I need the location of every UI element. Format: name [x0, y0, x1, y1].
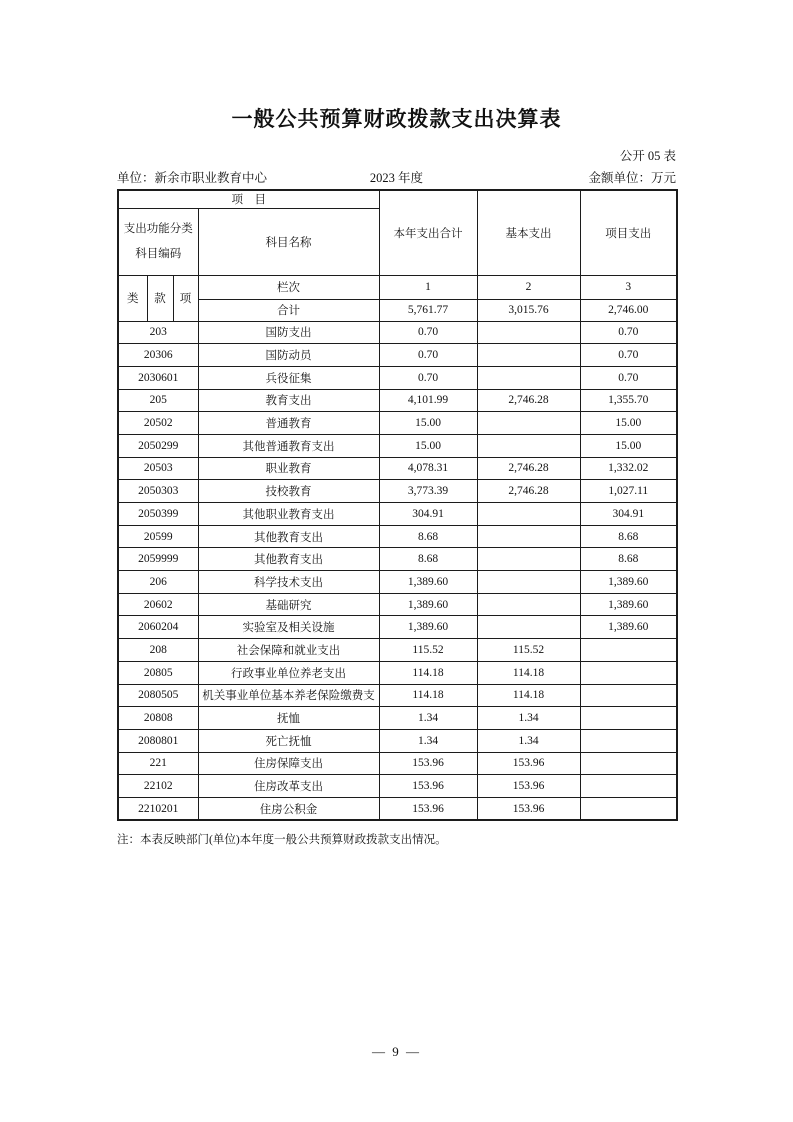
row-basic: 153.96 — [477, 797, 580, 820]
table-row — [118, 434, 677, 457]
header-code-item: 项 — [173, 275, 198, 321]
row-name: 抚恤 — [198, 707, 379, 730]
row-project — [580, 707, 677, 730]
table-row — [118, 684, 677, 707]
row-basic — [477, 321, 580, 344]
row-name: 教育支出 — [198, 389, 379, 412]
page-title: 一般公共预算财政拨款支出决算表 — [231, 108, 562, 131]
unit-label: 单位：新余市职业教育中心 — [117, 171, 268, 185]
row-code: 22102 — [118, 775, 198, 798]
row-name: 国防动员 — [198, 344, 379, 367]
row-code: 20503 — [118, 457, 198, 480]
row-basic — [477, 616, 580, 639]
totals-row-label: 合计 — [198, 299, 379, 321]
row-basic: 1.34 — [477, 729, 580, 752]
header-func-class — [118, 208, 198, 275]
row-name: 住房改革支出 — [198, 775, 379, 798]
header-code-section: 款 — [147, 275, 173, 321]
row-project: 0.70 — [580, 321, 677, 344]
row-name: 兵役征集 — [198, 366, 379, 389]
row-code: 2080801 — [118, 729, 198, 752]
row-total: 1,389.60 — [379, 593, 477, 616]
header-col-index-3: 3 — [580, 275, 677, 299]
row-name: 职业教育 — [198, 457, 379, 480]
row-total: 1,389.60 — [379, 571, 477, 594]
header-col-index-1: 1 — [379, 275, 477, 299]
row-code: 208 — [118, 639, 198, 662]
row-basic — [477, 548, 580, 571]
row-code: 2059999 — [118, 548, 198, 571]
row-name: 技校教育 — [198, 480, 379, 503]
row-project: 0.70 — [580, 366, 677, 389]
row-total: 304.91 — [379, 503, 477, 526]
table-row — [118, 344, 677, 367]
table-row — [118, 366, 677, 389]
row-basic — [477, 525, 580, 548]
row-project: 15.00 — [580, 412, 677, 435]
table-row — [118, 412, 677, 435]
table-row — [118, 525, 677, 548]
row-code: 2050303 — [118, 480, 198, 503]
row-code: 20808 — [118, 707, 198, 730]
row-basic: 114.18 — [477, 684, 580, 707]
row-code: 2060204 — [118, 616, 198, 639]
row-basic: 153.96 — [477, 775, 580, 798]
row-project: 15.00 — [580, 434, 677, 457]
table-note: 注：本表反映部门(单位)本年度一般公共预算财政拨款支出情况。 — [117, 834, 447, 846]
table-row — [118, 593, 677, 616]
row-total: 153.96 — [379, 752, 477, 775]
row-basic: 115.52 — [477, 639, 580, 662]
row-code: 205 — [118, 389, 198, 412]
row-basic: 1.34 — [477, 707, 580, 730]
row-code: 20602 — [118, 593, 198, 616]
row-total: 0.70 — [379, 321, 477, 344]
row-code: 2080505 — [118, 684, 198, 707]
header-col-basic: 基本支出 — [477, 190, 580, 275]
table-row — [118, 321, 677, 344]
row-project: 8.68 — [580, 548, 677, 571]
row-total: 114.18 — [379, 684, 477, 707]
row-project — [580, 661, 677, 684]
header-col-total: 本年支出合计 — [379, 190, 477, 275]
row-name: 其他普通教育支出 — [198, 434, 379, 457]
header-col-project: 项目支出 — [580, 190, 677, 275]
row-total: 153.96 — [379, 775, 477, 798]
table-row — [118, 503, 677, 526]
table-row — [118, 571, 677, 594]
row-basic — [477, 412, 580, 435]
header-row-index — [118, 275, 677, 299]
totals-total: 5,761.77 — [379, 299, 477, 321]
row-name: 基础研究 — [198, 593, 379, 616]
totals-row — [118, 299, 677, 321]
row-project: 1,389.60 — [580, 593, 677, 616]
table-row — [118, 752, 677, 775]
row-code: 2050399 — [118, 503, 198, 526]
row-total: 8.68 — [379, 525, 477, 548]
row-total: 8.68 — [379, 548, 477, 571]
row-total: 1.34 — [379, 729, 477, 752]
row-name: 其他教育支出 — [198, 525, 379, 548]
row-total: 114.18 — [379, 661, 477, 684]
row-project — [580, 639, 677, 662]
row-code: 20599 — [118, 525, 198, 548]
meta-row — [117, 168, 676, 186]
table-row — [118, 389, 677, 412]
header-project-group: 项 目 — [118, 190, 379, 208]
row-project — [580, 797, 677, 820]
row-project: 304.91 — [580, 503, 677, 526]
table-header — [118, 190, 677, 321]
row-total: 1.34 — [379, 707, 477, 730]
row-code: 2030601 — [118, 366, 198, 389]
row-name: 实验室及相关设施 — [198, 616, 379, 639]
row-code: 20805 — [118, 661, 198, 684]
table-row — [118, 775, 677, 798]
header-subject-name: 科目名称 — [198, 208, 379, 275]
row-total: 15.00 — [379, 434, 477, 457]
row-total: 4,101.99 — [379, 389, 477, 412]
row-total: 115.52 — [379, 639, 477, 662]
row-basic — [477, 593, 580, 616]
budget-table — [117, 189, 678, 821]
totals-basic: 3,015.76 — [477, 299, 580, 321]
row-project — [580, 684, 677, 707]
table-row — [118, 729, 677, 752]
header-row-project — [118, 190, 677, 208]
header-func-class-line1: 支出功能分类 — [123, 223, 193, 236]
header-func-class-line2: 科目编码 — [135, 247, 182, 260]
row-total: 1,389.60 — [379, 616, 477, 639]
table-row — [118, 480, 677, 503]
row-code: 203 — [118, 321, 198, 344]
row-basic: 114.18 — [477, 661, 580, 684]
row-basic — [477, 571, 580, 594]
row-name: 其他教育支出 — [198, 548, 379, 571]
row-name: 机关事业单位基本养老保险缴费支 — [198, 684, 379, 707]
row-basic: 2,746.28 — [477, 457, 580, 480]
table-row — [118, 661, 677, 684]
row-name: 行政事业单位养老支出 — [198, 661, 379, 684]
table-row — [118, 548, 677, 571]
row-basic — [477, 366, 580, 389]
table-row — [118, 797, 677, 820]
row-name: 住房公积金 — [198, 797, 379, 820]
page-number: — 9 — — [372, 1044, 421, 1059]
row-name: 社会保障和就业支出 — [198, 639, 379, 662]
table-body — [118, 321, 677, 820]
row-basic — [477, 434, 580, 457]
header-col-index-2: 2 — [477, 275, 580, 299]
row-name: 国防支出 — [198, 321, 379, 344]
amount-unit-label: 金额单位：万元 — [588, 171, 676, 185]
table-row — [118, 639, 677, 662]
row-basic — [477, 503, 580, 526]
row-project: 1,355.70 — [580, 389, 677, 412]
row-name: 科学技术支出 — [198, 571, 379, 594]
row-basic: 2,746.28 — [477, 389, 580, 412]
row-project — [580, 729, 677, 752]
table-row — [118, 616, 677, 639]
table-code-label: 公开 05 表 — [619, 149, 676, 163]
row-basic: 2,746.28 — [477, 480, 580, 503]
row-project: 8.68 — [580, 525, 677, 548]
header-code-class: 类 — [118, 275, 147, 321]
row-basic — [477, 344, 580, 367]
row-name: 普通教育 — [198, 412, 379, 435]
row-code: 221 — [118, 752, 198, 775]
row-name: 死亡抚恤 — [198, 729, 379, 752]
row-name: 住房保障支出 — [198, 752, 379, 775]
table-row — [118, 707, 677, 730]
year-label: 2023 年度 — [369, 171, 424, 185]
row-code: 20502 — [118, 412, 198, 435]
row-project: 1,389.60 — [580, 571, 677, 594]
row-project: 1,027.11 — [580, 480, 677, 503]
row-project: 0.70 — [580, 344, 677, 367]
row-code: 2210201 — [118, 797, 198, 820]
row-basic: 153.96 — [477, 752, 580, 775]
row-total: 15.00 — [379, 412, 477, 435]
row-code: 20306 — [118, 344, 198, 367]
row-total: 153.96 — [379, 797, 477, 820]
table-row — [118, 457, 677, 480]
row-code: 2050299 — [118, 434, 198, 457]
row-name: 其他职业教育支出 — [198, 503, 379, 526]
totals-project: 2,746.00 — [580, 299, 677, 321]
row-project — [580, 752, 677, 775]
row-total: 0.70 — [379, 344, 477, 367]
header-column-index-label: 栏次 — [198, 275, 379, 299]
row-code: 206 — [118, 571, 198, 594]
row-total: 0.70 — [379, 366, 477, 389]
row-project: 1,389.60 — [580, 616, 677, 639]
row-total: 3,773.39 — [379, 480, 477, 503]
row-project: 1,332.02 — [580, 457, 677, 480]
row-project — [580, 775, 677, 798]
row-total: 4,078.31 — [379, 457, 477, 480]
